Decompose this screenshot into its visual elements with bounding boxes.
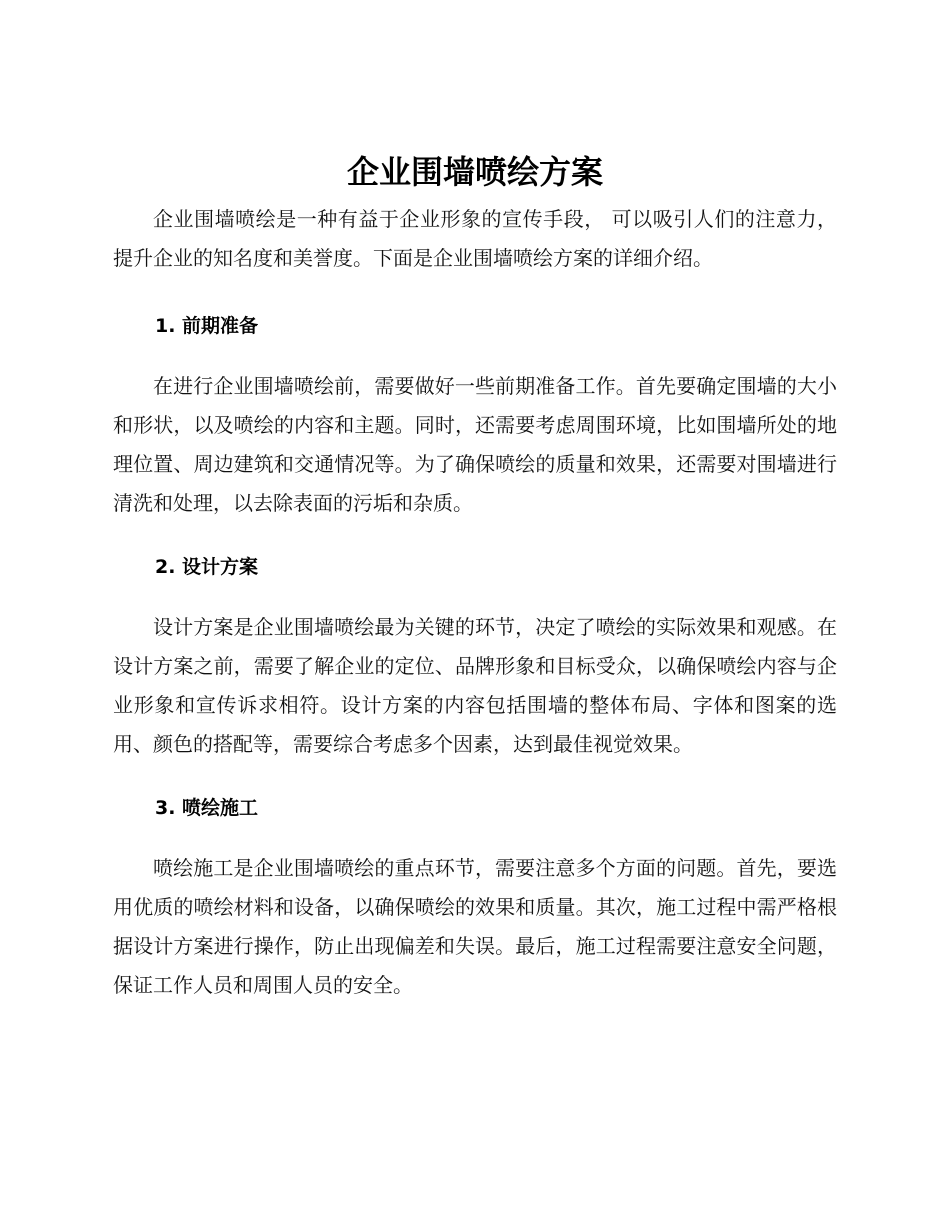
document-title: 企业围墙喷绘方案: [346, 153, 603, 191]
document-page: [113, 150, 837, 1005]
section-heading-construction: 3. 喷绘施工: [155, 797, 259, 819]
section-body-design: 设计方案是企业围墙喷绘最为关键的环节，决定了喷绘的实际效果和观感。在设计方案之前，需要了解企业的定位、品牌形象和目标受众，以确保喷绘内容与企业形象和宣传诉求相符。设计方案的内容包括围墙的整体布局、字体和图案的选用、颜色的搭配等，需要综合考虑多个因素，达到最佳视觉效果。: [113, 615, 837, 756]
section-body-construction: 喷绘施工是企业围墙喷绘的重点环节，需要注意多个方面的问题。首先，要选用优质的喷绘材料和设备，以确保喷绘的效果和质量。其次，施工过程中需严格根据设计方案进行操作，防止出现偏差和失误。最后，施工过程需要注意安全问题，保证工作人员和周围人员的安全。: [113, 856, 837, 997]
section-heading-design: 2. 设计方案: [155, 556, 259, 578]
intro-paragraph: 企业围墙喷绘是一种有益于企业形象的宣传手段， 可以吸引人们的注意力，提升企业的知名度和美誉度。下面是企业围墙喷绘方案的详细介绍。: [113, 207, 837, 270]
section-body-preparation: 在进行企业围墙喷绘前，需要做好一些前期准备工作。首先要确定围墙的大小和形状，以及喷绘的内容和主题。同时，还需要考虑周围环境，比如围墙所处的地理位置、周边建筑和交通情况等。为了确保喷绘的质量和效果，还需要对围墙进行清洗和处理，以去除表面的污垢和杂质。: [113, 374, 837, 515]
section-heading-preparation: 1. 前期准备: [155, 315, 259, 337]
